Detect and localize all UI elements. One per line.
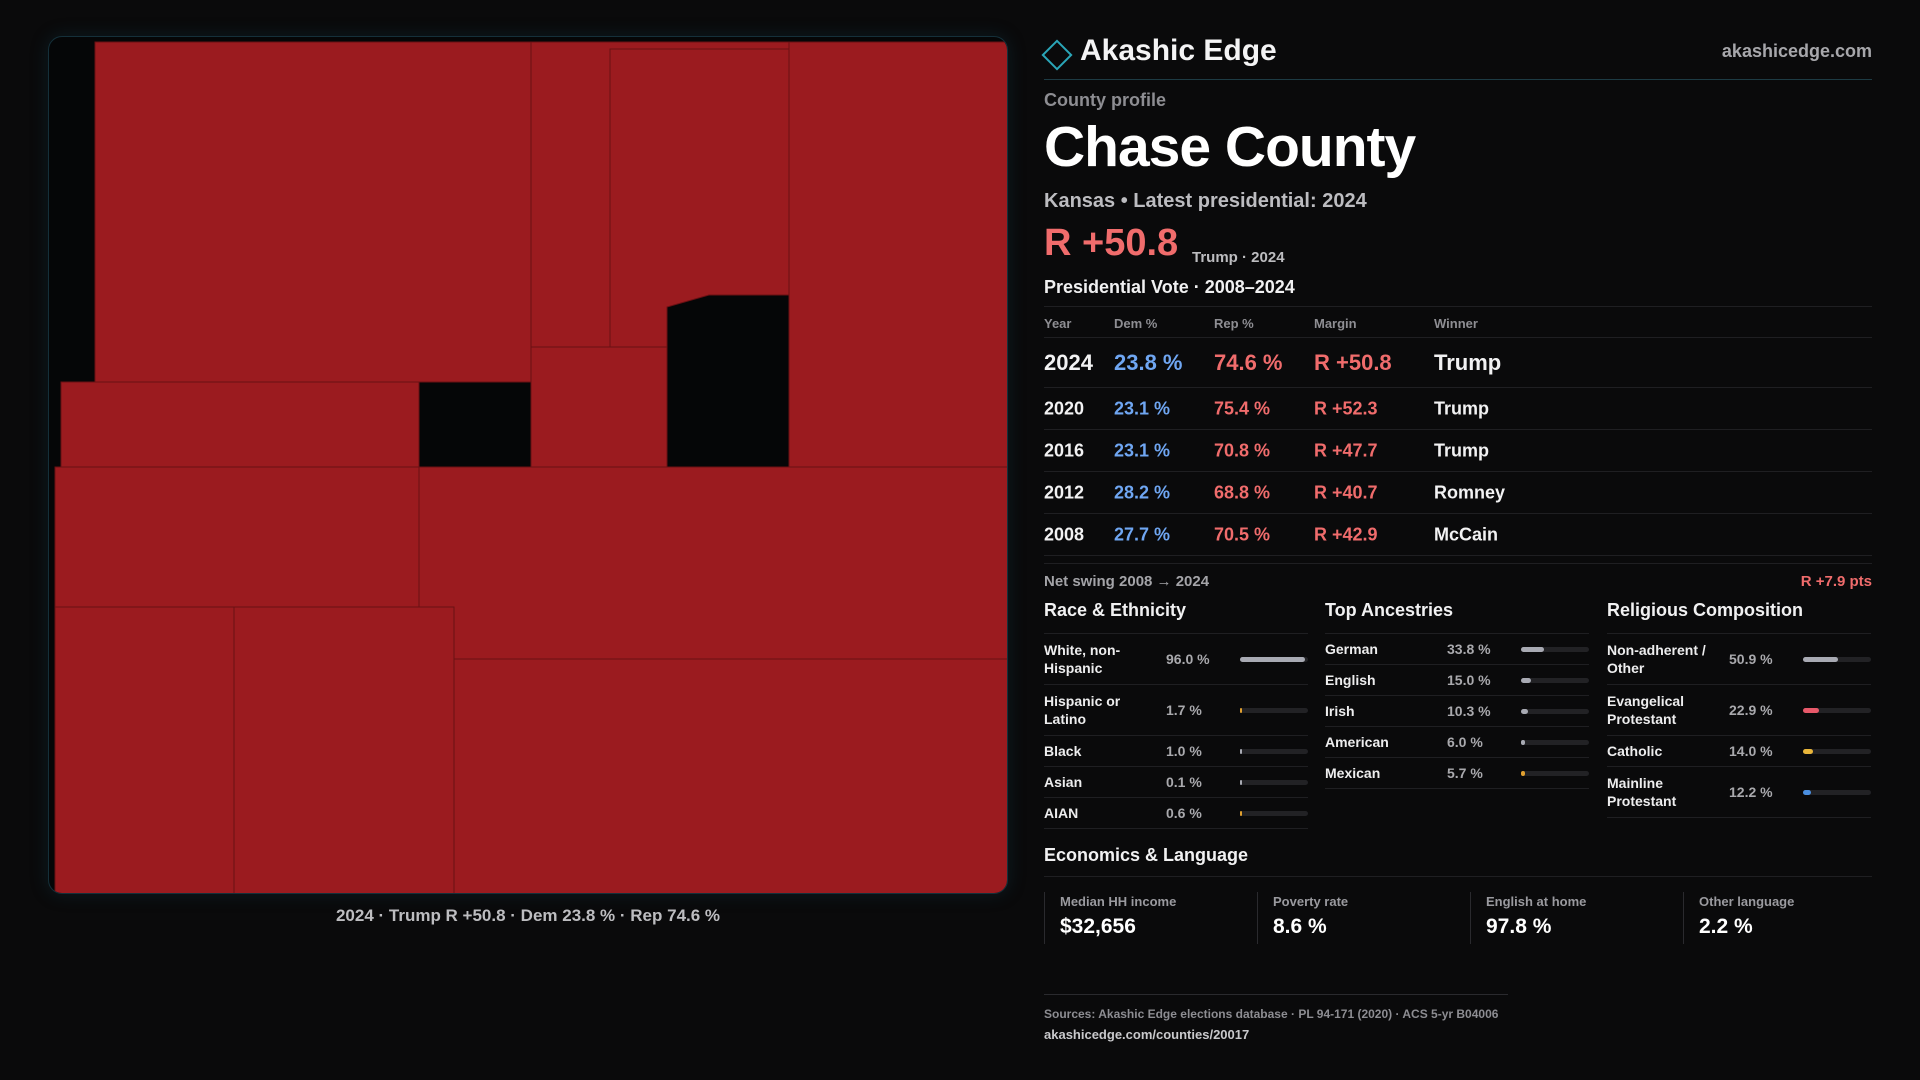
ancestry-label: Mexican [1325,765,1381,781]
religion-value: 50.9 % [1729,651,1773,667]
brand-bar [1044,30,1872,80]
winner-cell: Trump [1434,440,1490,460]
brand-url[interactable]: akashicedge.com [1721,41,1872,61]
ancestry-bar [1521,740,1589,745]
header-margin: Margin [1314,316,1357,331]
margin-cell: R +47.7 [1314,440,1378,460]
page-title: Chase County [1044,115,1416,179]
ancestry-bar [1521,771,1589,776]
race-value: 1.0 % [1166,743,1202,759]
margin-cell: R +50.8 [1314,349,1392,375]
vote-table-body [1044,338,1872,556]
race-bar [1240,749,1308,754]
econ-value: 97.8 % [1486,915,1552,938]
vote-table-header [1044,306,1872,338]
race-value: 0.1 % [1166,774,1202,790]
religion-value: 22.9 % [1729,702,1773,718]
ancestry-label: American [1325,734,1389,750]
ancestries-title: Top Ancestries [1325,600,1589,634]
winner-cell: McCain [1434,524,1499,544]
race-bar-fill [1240,657,1305,662]
header-year: Year [1044,316,1072,331]
winner-cell: Trump [1434,398,1490,418]
ancestry-bar [1521,678,1589,683]
dem-cell: 27.7 % [1114,524,1171,544]
net-swing-value: R +7.9 pts [1800,573,1872,590]
map-tract-9[interactable] [55,607,234,894]
econ-label: Other language [1699,894,1795,909]
religion-value: 12.2 % [1729,784,1773,800]
race-bar-fill [1240,780,1242,785]
map-tract-8[interactable] [55,467,419,607]
net-swing-label: Net swing 2008 → 2024 [1044,573,1210,590]
econ-label: English at home [1486,894,1587,909]
religion-title: Religious Composition [1607,600,1871,634]
ancestry-value: 10.3 % [1447,703,1491,719]
map-tract-5[interactable] [531,347,667,467]
ancestry-row [1325,665,1589,696]
map-tracts [55,42,1008,894]
race-value: 0.6 % [1166,805,1202,821]
ancestry-row [1325,758,1589,789]
race-bar-fill [1240,811,1242,816]
race-value: 1.7 % [1166,702,1202,718]
religion-bar-fill [1803,657,1838,662]
year-cell: 2020 [1044,398,1085,418]
winner-cell: Trump [1434,349,1502,375]
race-label: White, non-Hispanic [1044,642,1121,676]
ancestry-bar-fill [1521,647,1544,652]
race-label: Hispanic or Latino [1044,693,1121,727]
ancestry-bar [1521,647,1589,652]
race-bar [1240,657,1308,662]
economics-grid [1044,892,1872,944]
vote-row-2016 [1044,430,1872,472]
vote-row-2024 [1044,338,1872,388]
religion-bar [1803,790,1871,795]
ancestry-bar-fill [1521,678,1531,683]
county-map-svg [49,37,1008,894]
header-winner: Winner [1434,316,1478,331]
brand-name[interactable]: Akashic Edge [1080,34,1277,67]
dem-cell: 28.2 % [1114,482,1171,502]
ancestry-bar-fill [1521,709,1528,714]
econ-value: 2.2 % [1699,915,1753,938]
religion-bar-fill [1803,790,1811,795]
dem-cell: 23.1 % [1114,440,1171,460]
ancestry-value: 6.0 % [1447,734,1483,750]
ancestry-label: Irish [1325,703,1355,719]
religion-label: Mainline Protestant [1607,775,1677,809]
race-value: 96.0 % [1166,651,1210,667]
margin-cell: R +52.3 [1314,398,1378,418]
race-ethnicity-title: Race & Ethnicity [1044,600,1308,634]
headline-note: Trump · 2024 [1192,249,1285,266]
religion-row [1607,685,1871,736]
race-bar [1240,780,1308,785]
econ-poverty-rate [1257,892,1457,944]
rep-cell: 75.4 % [1214,398,1271,418]
ancestry-value: 15.0 % [1447,672,1491,688]
map-tract-4[interactable] [789,42,1008,467]
religion-bar-fill [1803,749,1813,754]
headline-margin: R +50.8 [1044,222,1179,264]
header-rep: Rep % [1214,316,1254,331]
religion-bar [1803,708,1871,713]
religion-value: 14.0 % [1729,743,1773,759]
race-label: Black [1044,743,1082,759]
econ-value: $32,656 [1060,915,1136,938]
ancestry-label: German [1325,641,1378,657]
ancestry-row [1325,634,1589,665]
race-row [1044,798,1308,829]
year-cell: 2012 [1044,482,1085,502]
race-label: Asian [1044,774,1083,790]
vote-row-2012 [1044,472,1872,514]
year-cell: 2008 [1044,524,1085,544]
vote-table [1044,306,1872,556]
year-cell: 2016 [1044,440,1085,460]
ancestry-value: 5.7 % [1447,765,1483,781]
map-tract-7[interactable] [419,467,1008,659]
religion-label: Non-adherent / Other [1607,642,1706,676]
economics-title: Economics & Language [1044,845,1872,877]
race-bar [1240,708,1308,713]
religion-row [1607,767,1871,818]
race-bar [1240,811,1308,816]
header-dem: Dem % [1114,316,1158,331]
sources-text: Sources: Akashic Edge elections database · PL 94-171 (2020) · ACS 5-yr B04006 [1044,1007,1499,1021]
econ-value: 8.6 % [1273,915,1327,938]
diamond-outline-icon [1041,39,1072,70]
religion-label: Catholic [1607,743,1663,759]
map-tract-11[interactable] [454,659,1008,894]
vote-row-2020 [1044,388,1872,430]
race-label: AIAN [1044,805,1079,821]
religion-row [1607,736,1871,767]
ancestry-row [1325,696,1589,727]
race-bar-fill [1240,708,1242,713]
ancestry-bar-fill [1521,740,1525,745]
race-row [1044,685,1308,736]
religion-panel [1607,600,1871,818]
rep-cell: 70.8 % [1214,440,1271,460]
religion-bar-fill [1803,708,1819,713]
map-tract-1[interactable] [95,42,531,382]
race-row [1044,767,1308,798]
econ-label: Poverty rate [1273,894,1349,909]
ancestry-bar [1521,709,1589,714]
econ-other-language [1683,892,1883,944]
margin-cell: R +42.9 [1314,524,1378,544]
map-tract-10[interactable] [234,607,454,894]
ancestry-value: 33.8 % [1447,641,1491,657]
race-row [1044,634,1308,685]
econ-english-at-home [1470,892,1670,944]
religion-bar [1803,749,1871,754]
county-map[interactable] [48,36,1008,894]
net-swing-row [1044,563,1872,593]
ancestry-bar-fill [1521,771,1525,776]
sources-footer [1044,994,1508,1042]
county-url-link[interactable]: akashicedge.com/counties/20017 [1044,1027,1250,1042]
page-eyebrow: County profile [1044,90,1166,110]
rep-cell: 74.6 % [1214,349,1283,375]
religion-label: Evangelical Protestant [1607,693,1685,727]
econ-median-income [1044,892,1244,944]
page-subtitle: Kansas • Latest presidential: 2024 [1044,190,1367,212]
ancestries-panel [1325,600,1589,789]
ancestry-label: English [1325,672,1376,688]
ancestry-row [1325,727,1589,758]
race-bar-fill [1240,749,1242,754]
vote-row-2008 [1044,514,1872,556]
religion-bar [1803,657,1871,662]
map-tract-6[interactable] [61,382,419,467]
race-row [1044,736,1308,767]
margin-cell: R +40.7 [1314,482,1378,502]
map-caption: 2024 · Trump R +50.8 · Dem 23.8 % · Rep 74.6 % [335,906,721,925]
religion-row [1607,634,1871,685]
year-cell: 2024 [1044,349,1093,375]
race-ethnicity-panel [1044,600,1308,829]
vote-section-title: Presidential Vote · 2008–2024 [1044,277,1295,297]
econ-label: Median HH income [1060,894,1177,909]
rep-cell: 68.8 % [1214,482,1271,502]
dem-cell: 23.1 % [1114,398,1171,418]
dem-cell: 23.8 % [1114,349,1183,375]
rep-cell: 70.5 % [1214,524,1271,544]
winner-cell: Romney [1434,482,1506,502]
profile-panel [1044,0,1872,1080]
